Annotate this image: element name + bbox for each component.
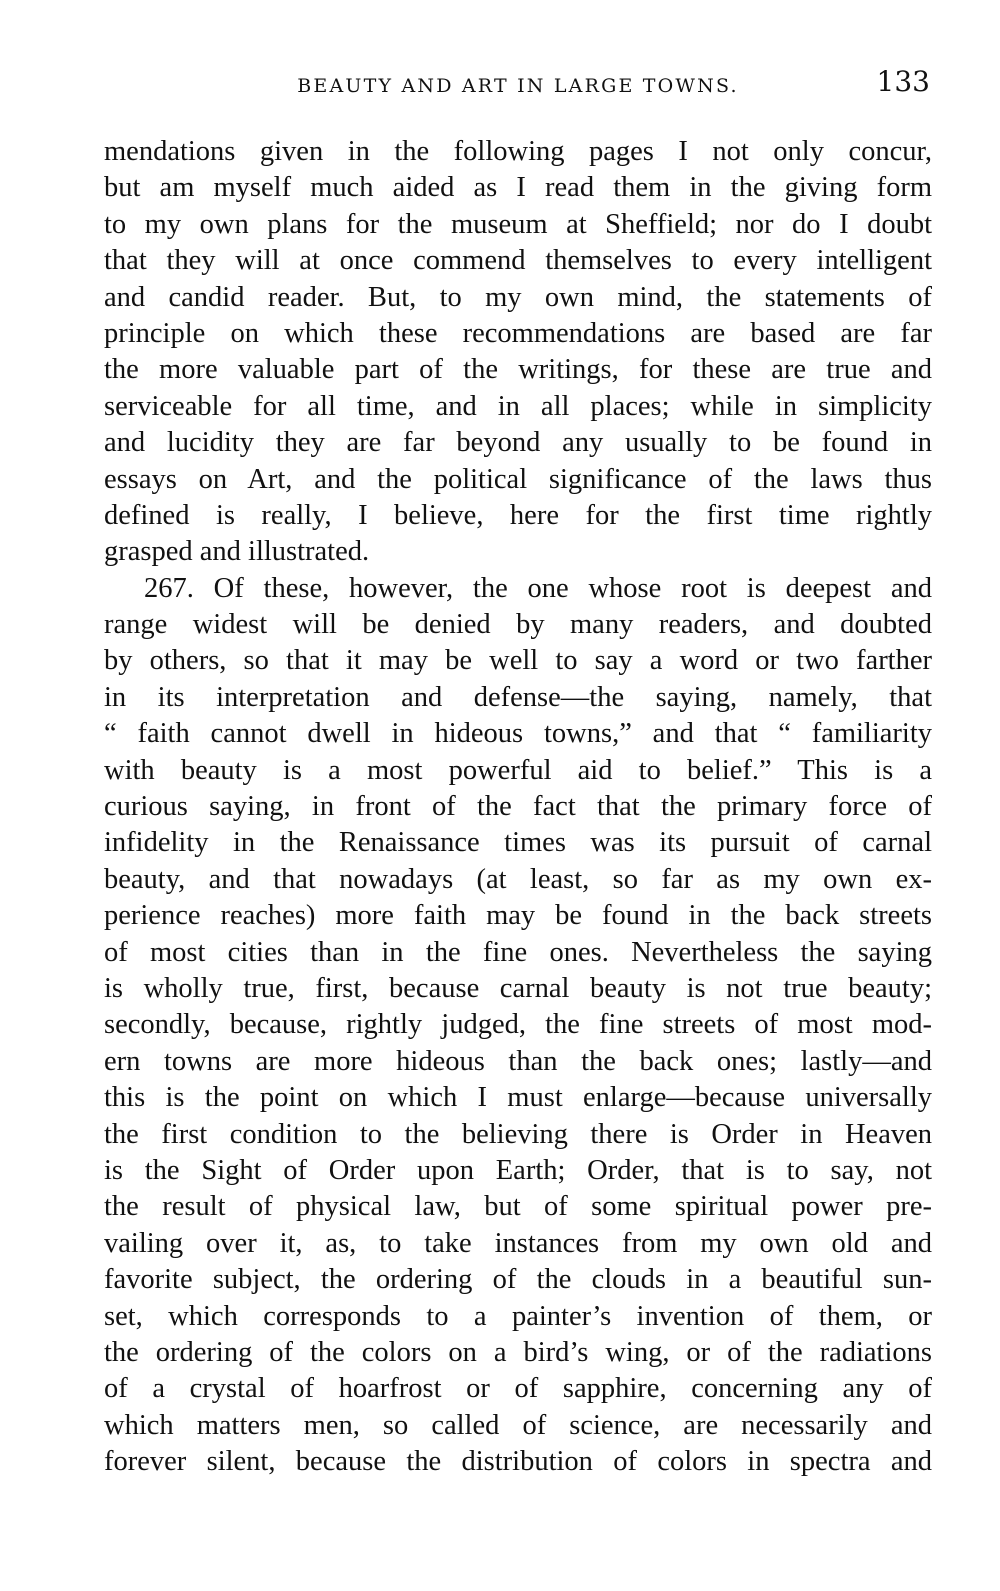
text-line: infidelity in the Renaissance times was its pursuit of carnal: [104, 827, 932, 859]
text-line: forever silent, because the distribution of colors in spectra and: [104, 1446, 932, 1478]
text-line: and lucidity they are far beyond any usually to be found in: [104, 427, 932, 459]
text-line: to my own plans for the museum at Sheffield; nor do I doubt: [104, 208, 932, 240]
text-line: mendations given in the following pages I not only concur,: [104, 136, 932, 167]
text-line: principle on which these recommendations are based are far: [104, 317, 932, 349]
text-line: ern towns are more hideous than the back ones; lastly—and: [104, 1045, 932, 1077]
text-line: essays on Art, and the political significance of the laws thus: [104, 463, 932, 495]
text-line: range widest will be denied by many readers, and doubted: [104, 609, 932, 641]
text-line: grasped and illustrated.: [104, 536, 370, 568]
text-line: serviceable for all time, and in all places; while in simplicity: [104, 390, 932, 422]
text-line: favorite subject, the ordering of the clouds in a beautiful sun-: [104, 1264, 932, 1296]
text-line: and candid reader. But, to my own mind, the statements of: [104, 281, 932, 313]
paragraph-267-first-line: 267. Of these, however, the one whose root is deepest and: [144, 572, 932, 604]
text-line: curious saying, in front of the fact that the primary force of: [104, 791, 932, 823]
text-line: with beauty is a most powerful aid to belief.” This is a: [104, 754, 932, 786]
text-line: the first condition to the believing there is Order in Heaven: [104, 1118, 932, 1150]
text-line: is wholly true, first, because carnal beauty is not true beauty;: [104, 972, 932, 1004]
text-line: that they will at once commend themselves to every intelligent: [104, 245, 932, 277]
running-head: [104, 62, 932, 102]
text-line: the more valuable part of the writings, for these are true and: [104, 354, 932, 386]
text-line: but am myself much aided as I read them in the giving form: [104, 172, 932, 204]
text-line: defined is really, I believe, here for the first time rightly: [104, 499, 932, 531]
text-line: the ordering of the colors on a bird’s wing, or of the radiations: [104, 1336, 932, 1368]
text-line: in its interpretation and defense—the saying, namely, that: [104, 681, 932, 713]
text-line: beauty, and that nowadays (at least, so far as my own ex-: [104, 863, 932, 895]
running-title: BEAUTY AND ART IN LARGE TOWNS.: [297, 75, 739, 97]
text-line: by others, so that it may be well to say a word or two farther: [104, 645, 932, 677]
text-line: which matters men, so called of science, are necessarily and: [104, 1409, 932, 1441]
text-line: secondly, because, rightly judged, the fine streets of most mod-: [104, 1009, 932, 1041]
text-line: the result of physical law, but of some spiritual power pre-: [104, 1191, 932, 1223]
text-line: perience reaches) more faith may be found in the back streets: [104, 900, 932, 932]
body-text: [104, 134, 932, 1480]
text-line: vailing over it, as, to take instances from my own old and: [104, 1227, 932, 1259]
text-line: of a crystal of hoarfrost or of sapphire, concerning any of: [104, 1373, 932, 1405]
page-number: 133: [876, 65, 930, 98]
text-line: “ faith cannot dwell in hideous towns,” and that “ familiarity: [104, 718, 932, 750]
text-line: set, which corresponds to a painter’s invention of them, or: [104, 1300, 932, 1332]
text-line: is the Sight of Order upon Earth; Order, that is to say, not: [104, 1154, 932, 1186]
text-line: of most cities than in the fine ones. Nevertheless the saying: [104, 936, 932, 968]
text-line: this is the point on which I must enlarge—because universally: [104, 1082, 932, 1114]
